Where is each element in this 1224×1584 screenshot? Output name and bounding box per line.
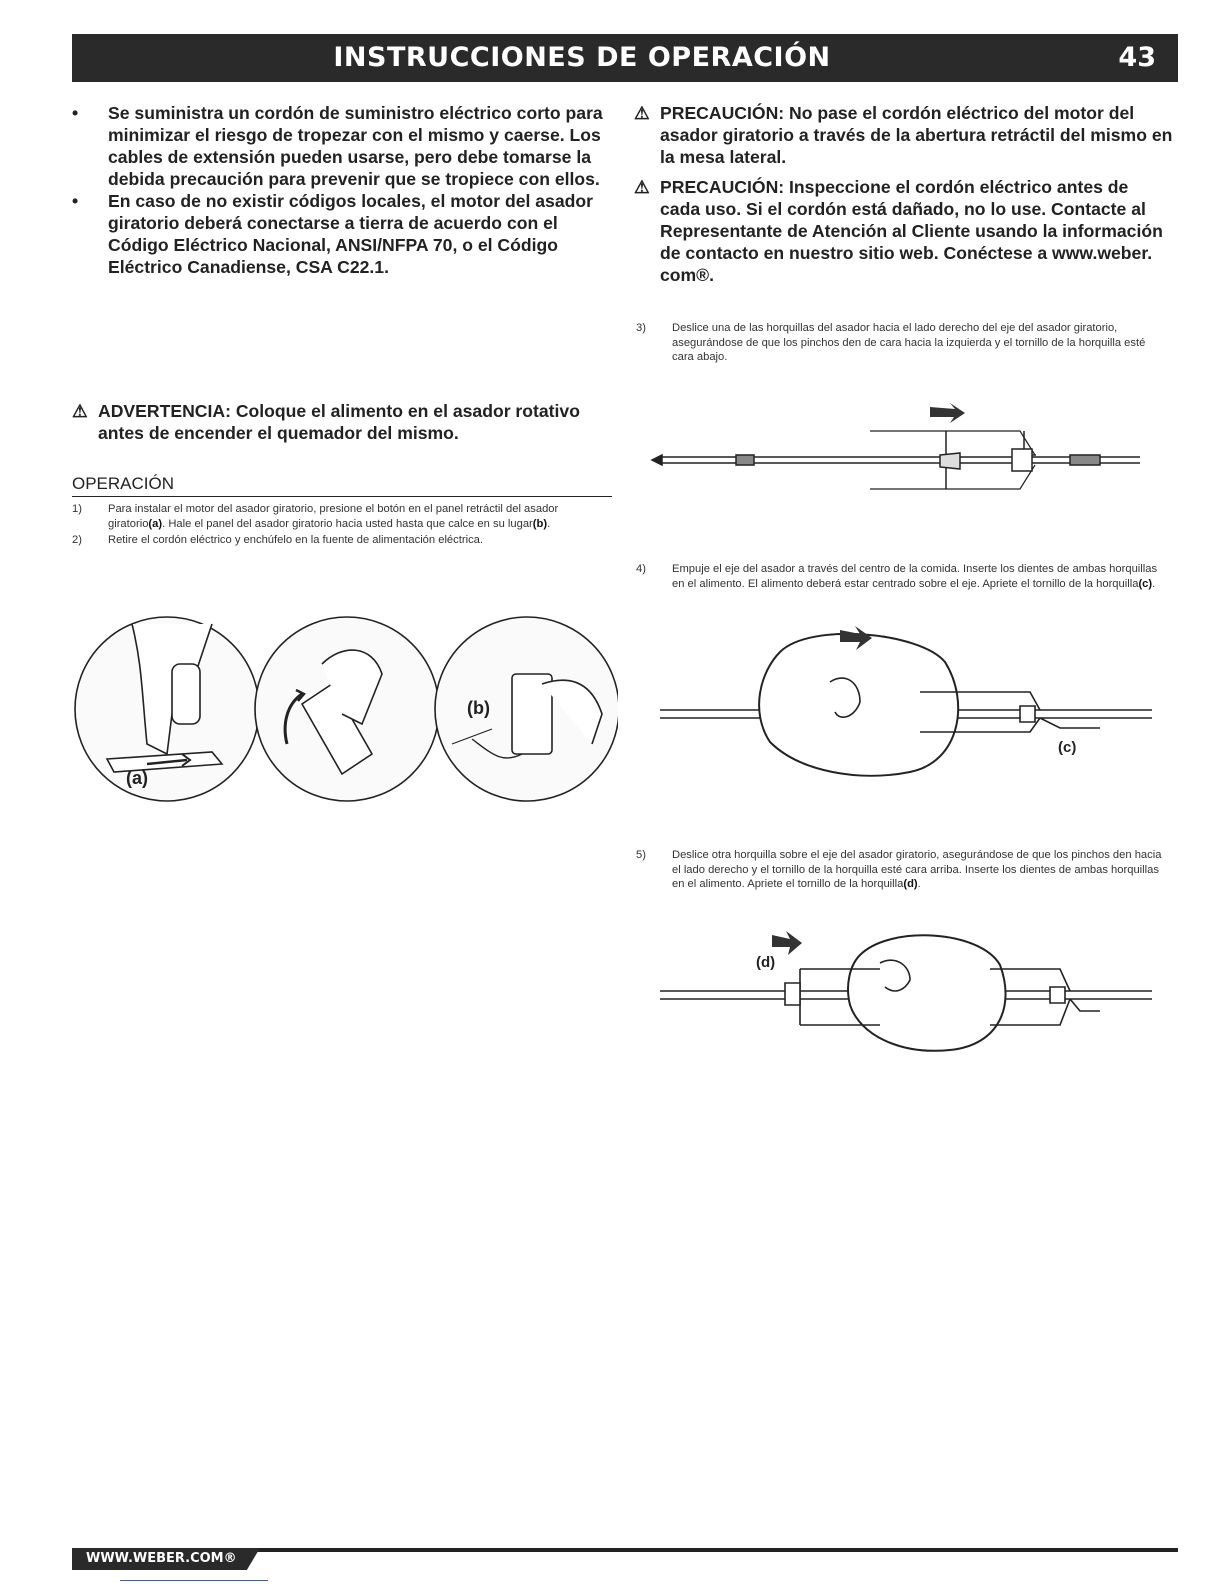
step-4 xyxy=(636,562,1166,593)
caution-text: asador giratorio a través de la abertura retráctil del mismo en la mesa lateral. xyxy=(660,125,1173,167)
step-number: 5) xyxy=(636,849,646,861)
caution-lead: PRECAUCIÓN: Inspeccione el cordón eléctrico antes de xyxy=(660,177,1129,197)
warning-icon: ⚠ xyxy=(634,103,650,123)
step-text: . xyxy=(1152,577,1156,590)
list-item: • En caso de no existir códigos locales, el motor del asador giratorio deberá conectarse a tierra de acuerdo con el Código Eléctrico Nacional, ANSI/NFPA 70, o el Código Eléctrico Canadiense, CSA C22.1. xyxy=(72,190,617,278)
food-on-skewer-figure xyxy=(660,622,1160,802)
warning-lead: ADVERTENCIA: Coloque el alimento en el asador rotativo xyxy=(98,401,580,421)
step-text: Deslice una de las horquillas del asador hacia el lado derecho del eje del asador giratorio, asegurándose de que los pinchos den de cara hacia la izquierda y el tornillo de la horquilla esté cara abajo. xyxy=(672,322,1146,363)
step-ref: (b) xyxy=(532,517,548,530)
step-number: 4) xyxy=(636,563,646,575)
step-text: Empuje el eje del asador a través del centro de la comida. Inserte los dientes de ambas horquillas en el alimento. El alimento deberá estar centrado sobre el eje. Apriete el tornillo de la horquilla xyxy=(672,563,1158,590)
list-item xyxy=(636,321,1156,365)
page-number: 43 xyxy=(1118,42,1156,73)
step-5 xyxy=(636,848,1166,894)
step-text: . xyxy=(917,878,921,890)
figure-label-d: (d) xyxy=(756,954,776,971)
step-ref: (a) xyxy=(148,517,163,530)
figure-label-c: (c) xyxy=(1058,739,1077,756)
warning-note xyxy=(72,400,617,444)
figure-label-a: (a) xyxy=(126,768,148,788)
electrical-notes-list xyxy=(72,102,617,278)
caution-note xyxy=(634,102,1182,168)
figure-label-b: (b) xyxy=(467,698,490,718)
footer-url[interactable]: WWW.WEBER.COM® xyxy=(86,1551,237,1566)
list-item xyxy=(72,502,612,531)
step-ref: (d) xyxy=(903,878,918,890)
step-3 xyxy=(636,321,1156,367)
operation-heading: OPERACIÓN xyxy=(72,474,612,497)
step-number: 3) xyxy=(636,322,646,334)
step-ref: (c) xyxy=(1138,577,1153,590)
skewer-fork-figure xyxy=(650,395,1150,490)
warning-icon: ⚠ xyxy=(72,401,88,421)
warning-text: antes de encender el quemador del mismo. xyxy=(98,423,459,443)
step-number: 2) xyxy=(72,534,82,546)
list-item xyxy=(636,562,1166,591)
warning-icon: ⚠ xyxy=(634,177,650,197)
second-fork-figure xyxy=(660,925,1160,1060)
arrow-icon xyxy=(930,403,965,423)
list-item: • Se suministra un cordón de suministro eléctrico corto para minimizar el riesgo de tropezar con el mismo y caerse. Los cables de extensión pueden usarse, pero debe tomarse la debida precaución para prevenir que se tropiece con ellos. xyxy=(72,102,617,190)
list-item xyxy=(72,533,612,548)
page-title: INSTRUCCIONES DE OPERACIÓN xyxy=(333,42,831,73)
operation-steps xyxy=(72,502,612,550)
page-header xyxy=(72,34,1178,82)
caution-note xyxy=(634,176,1182,286)
step-text: . Hale el panel del asador giratorio hacia usted hasta que calce en su lugar xyxy=(162,517,533,530)
arrow-icon xyxy=(772,931,802,955)
step-text: . xyxy=(547,517,551,530)
step-text: Deslice otra horquilla sobre el eje del asador giratorio, asegurándose de que los pinchos den hacia el lado derecho y el tornillo de la horquilla esté cara arriba. Inserte los dientes de ambas horquillas en el alimento. Apriete el tornillo de la horquilla xyxy=(672,849,1162,890)
caution-text: cada uso. Si el cordón está dañado, no lo use. Contacte al Representante de Atención al Cliente usando la información de contacto en nuestro sitio web. Conéctese a www.weber. com®. xyxy=(660,199,1163,285)
motor-install-figure xyxy=(72,604,618,814)
footer-underline xyxy=(120,1580,268,1581)
step-number: 1) xyxy=(72,503,82,515)
list-item xyxy=(636,848,1166,892)
step-text: Para instalar el motor del asador giratorio, presione el botón en el panel retráctil del asador giratorio xyxy=(108,503,559,530)
caution-lead: PRECAUCIÓN: No pase el cordón eléctrico del motor del xyxy=(660,103,1135,123)
step-text: Retire el cordón eléctrico y enchúfelo en la fuente de alimentación eléctrica. xyxy=(108,534,483,546)
